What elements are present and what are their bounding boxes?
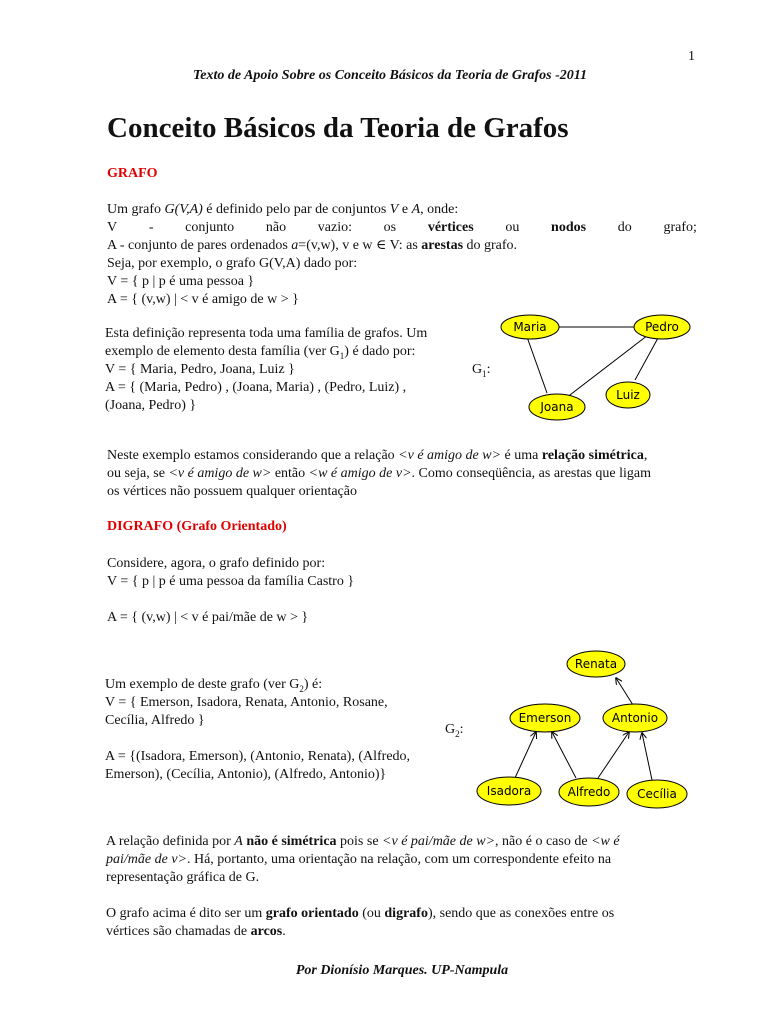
page-number: 1 [688, 49, 695, 64]
example1-set-a: A = { (Maria, Pedro) , (Joana, Maria) , (Pedro, Luiz) , [105, 380, 407, 395]
grafo-set-a: A = { (v,w) | < v é amigo de w > } [107, 292, 299, 307]
example2-set-a-cont: Emerson), (Cecília, Antonio), (Alfredo, Antonio)} [105, 767, 387, 782]
edge-pedro-luiz [635, 338, 658, 380]
grafo-example-intro: Seja, por exemplo, o grafo G(V,A) dado por: [107, 256, 358, 271]
node-luiz-label: Luiz [616, 388, 640, 402]
digrafo-set-a: A = { (v,w) | < v é pai/mãe de w > } [107, 610, 309, 625]
page-title: Conceito Básicos da Teoria de Grafos [107, 112, 569, 144]
example1-line2: exemplo de elemento desta família (ver $G_1$) é dado por: [105, 344, 416, 361]
node-isadora-label: Isadora [486, 784, 532, 798]
node-maria-label: Maria [513, 320, 547, 334]
arc-cecilia-antonio [642, 733, 652, 780]
relation-line1: A relação definida por A não é simétrica pois se <v é pai/mãe de w>, não é o caso de <w é [106, 834, 620, 849]
node-cecilia-label: Cecília [637, 787, 677, 801]
graph2-label: $G_2$: [445, 722, 464, 739]
page-footer: Por Dionísio Marques. UP-Nampula [295, 963, 509, 978]
node-alfredo-label: Alfredo [567, 785, 611, 799]
graph-g1 [490, 300, 700, 425]
example2-set-v: V = { Emerson, Isadora, Renata, Antonio, Rosane, [105, 695, 388, 710]
grafo-set-v: V = { p | p é uma pessoa } [107, 274, 255, 289]
node-antonio-label: Antonio [611, 711, 659, 725]
symmetric-line2: ou seja, se <v é amigo de w> então <w é amigo de v>. Como conseqüência, as arestas que ligam [107, 466, 651, 481]
closing-line2: vértices são chamadas de arcos. [106, 924, 286, 939]
graph1-label: $G_1$: [472, 362, 491, 379]
relation-line2: pai/mãe de v>. Há, portanto, uma orientação na relação, com um correspondente efeito na [106, 852, 612, 867]
example1-set-a-cont: (Joana, Pedro) } [105, 398, 197, 413]
digrafo-intro: Considere, agora, o grafo definido por: [107, 556, 326, 571]
example1-set-v: V = { Maria, Pedro, Joana, Luiz } [105, 362, 295, 377]
node-joana-label: Joana [540, 400, 574, 414]
section-heading-grafo: GRAFO [107, 166, 158, 181]
arc-alfredo-emerson [552, 732, 576, 778]
digrafo-set-v: V = { p | p é uma pessoa da família Castro } [107, 574, 355, 589]
closing-line1: O grafo acima é dito ser um grafo orientado (ou digrafo), sendo que as conexões entre os [106, 906, 615, 921]
section-heading-digrafo: DIGRAFO (Grafo Orientado) [107, 519, 287, 534]
graph-g2 [470, 645, 700, 815]
grafo-definition-line: Um grafo G(V,A) é definido pelo par de conjuntos V e A, onde: [107, 202, 459, 217]
symmetric-line1: Neste exemplo estamos considerando que a relação <v é amigo de w> é uma relação simétrica, [107, 448, 648, 463]
symmetric-line3: os vértices não possuem qualquer orientação [107, 484, 357, 499]
example2-line1: Um exemplo de deste grafo (ver $G_2$) é: [105, 677, 323, 694]
arc-isadora-emerson [515, 732, 536, 778]
example2-set-a: A = {(Isadora, Emerson), (Antonio, Renata), (Alfredo, [105, 749, 411, 764]
example2-set-v-cont: Cecília, Alfredo } [105, 713, 205, 728]
arc-antonio-renata [616, 678, 633, 705]
node-renata-label: Renata [574, 657, 618, 671]
example1-line1: Esta definição representa toda uma família de grafos. Um [105, 326, 428, 341]
running-header: Texto de Apoio Sobre os Conceito Básicos da Teoria de Grafos -2011 [193, 68, 587, 83]
grafo-arestas-line: A - conjunto de pares ordenados a=(v,w), v e w ∈ V: as arestas do grafo. [107, 238, 518, 253]
grafo-vertices-line: V - conjunto não vazio: os vértices ou nodos do grafo; [107, 220, 697, 235]
edge-joana-maria [527, 337, 547, 393]
arc-alfredo-antonio [598, 732, 629, 778]
relation-line3: representação gráfica de G. [106, 870, 260, 885]
node-pedro-label: Pedro [645, 320, 679, 334]
node-emerson-label: Emerson [518, 711, 572, 725]
